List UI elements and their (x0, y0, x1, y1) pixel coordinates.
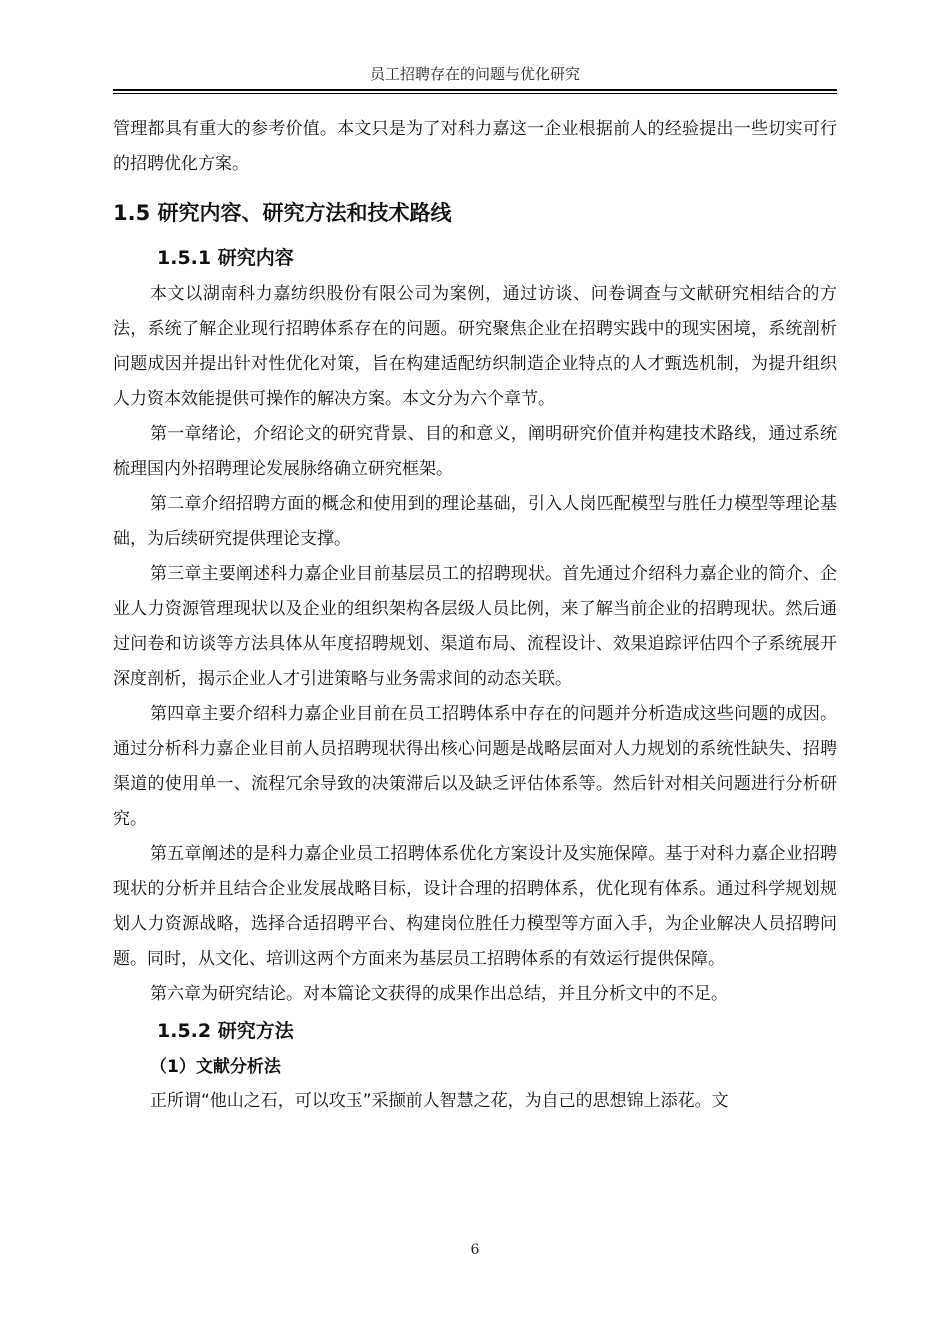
header-rule-thin (113, 93, 837, 94)
paragraph-continuation: 管理都具有重大的参考价值。本文只是为了对科力嘉这一企业根据前人的经验提出一些切实可行的招聘优化方案。 (113, 119, 837, 174)
paragraph-chapter-6: 第六章为研究结论。对本篇论文获得的成果作出总结，并且分析文中的不足。 (150, 984, 728, 1004)
page-number: 6 (470, 1242, 480, 1258)
page-body (113, 112, 837, 1119)
method-heading-literature: （1）文献分析法 (150, 1057, 281, 1077)
paragraph-intro: 本文以湖南科力嘉纺织股份有限公司为案例，通过访谈、问卷调查与文献研究相结合的方法，系统了解企业现行招聘体系存在的问题。研究聚焦企业在招聘实践中的现实困境，系统剖析问题成因并提出针对性优化对策，旨在构建适配纺织制造企业特点的人才甄选机制，为提升组织人力资本效能提供可操作的解决方案。本文分为六个章节。 (113, 284, 837, 409)
paragraph-literature-method: 正所谓“他山之石，可以攻玉”采撷前人智慧之花，为自己的思想锦上添花。文 (150, 1091, 729, 1111)
paragraph-chapter-3: 第三章主要阐述科力嘉企业目前基层员工的招聘现状。首先通过介绍科力嘉企业的简介、企业人力资源管理现状以及企业的组织架构各层级人员比例，来了解当前企业的招聘现状。然后通过问卷和访谈等方法具体从年度招聘规划、渠道布局、流程设计、效果追踪评估四个子系统展开深度剖析，揭示企业人才引进策略与业务需求间的动态关联。 (113, 564, 837, 689)
running-header: 员工招聘存在的问题与优化研究 (369, 65, 580, 83)
section-heading-1-5: 1.5 研究内容、研究方法和技术路线 (113, 201, 452, 225)
subsection-heading-1-5-1: 1.5.1 研究内容 (157, 247, 294, 269)
paragraph-chapter-5: 第五章阐述的是科力嘉企业员工招聘体系优化方案设计及实施保障。基于对科力嘉企业招聘现状的分析并且结合企业发展战略目标，设计合理的招聘体系，优化现有体系。通过科学规划规划人力资源战略，选择合适招聘平台、构建岗位胜任力模型等方面入手，为企业解决人员招聘问题。同时，从文化、培训这两个方面来为基层员工招聘体系的有效运行提供保障。 (113, 844, 837, 969)
subsection-heading-1-5-2: 1.5.2 研究方法 (157, 1020, 294, 1042)
paragraph-chapter-4: 第四章主要介绍科力嘉企业目前在员工招聘体系中存在的问题并分析造成这些问题的成因。通过分析科力嘉企业目前人员招聘现状得出核心问题是战略层面对人力规划的系统性缺失、招聘渠道的使用单一、流程冗余导致的决策滞后以及缺乏评估体系等。然后针对相关问题进行分析研究。 (113, 704, 837, 829)
paragraph-chapter-1: 第一章绪论，介绍论文的研究背景、目的和意义，阐明研究价值并构建技术路线，通过系统梳理国内外招聘理论发展脉络确立研究框架。 (113, 424, 837, 479)
paragraph-chapter-2: 第二章介绍招聘方面的概念和使用到的理论基础，引入人岗匹配模型与胜任力模型等理论基础，为后续研究提供理论支撑。 (113, 494, 837, 549)
header-rule (113, 89, 837, 91)
